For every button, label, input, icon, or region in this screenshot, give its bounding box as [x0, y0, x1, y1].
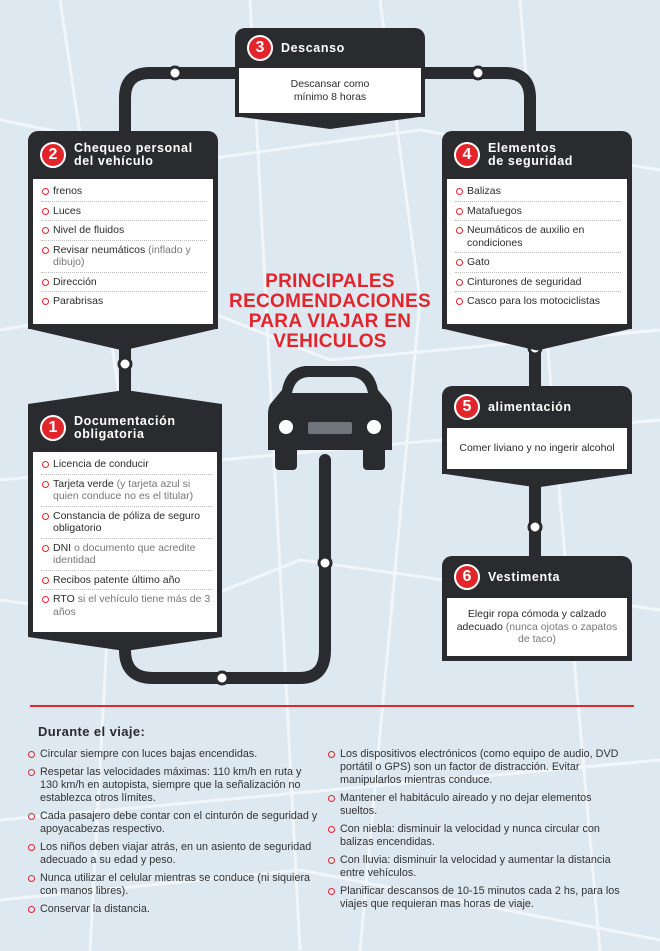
- step-list: [41, 185, 207, 311]
- step-title: Descanso: [281, 40, 345, 55]
- travel-list-left: [28, 748, 318, 921]
- step-title-line: obligatoria: [74, 427, 145, 441]
- list-item: Revisar neumáticos (inflado y dibujo): [41, 244, 207, 273]
- travel-list-right: [328, 748, 628, 916]
- step-title-line: Documentación: [74, 414, 176, 428]
- step-text: Comer liviano y no ingerir alcohol: [459, 442, 615, 454]
- list-item: Licencia de conducir: [41, 458, 211, 475]
- list-item: Dirección: [41, 276, 207, 293]
- list-item: Parabrisas: [41, 295, 207, 311]
- step-title-line: de seguridad: [488, 154, 573, 168]
- step-number: 2: [40, 142, 66, 168]
- list-item: Respetar las velocidades máximas: 110 km/h en ruta y 130 km/h en autopista, siempre que la señalización no establezca otros límites.: [28, 766, 318, 805]
- list-item: Gato: [455, 256, 621, 273]
- step-title-line: Chequeo personal: [74, 141, 193, 155]
- list-item: Nunca utilizar el celular mientras se conduce (ni siquiera con manos libres).: [28, 872, 318, 898]
- step-title: alimentación: [488, 399, 572, 414]
- step-list: [455, 185, 621, 311]
- list-item: Mantener el habitáculo aireado y no dejar elementos sueltos.: [328, 792, 628, 818]
- list-item: Circular siempre con luces bajas encendidas.: [28, 748, 318, 761]
- step-card-elementos: [442, 131, 632, 351]
- list-item: Con niebla: disminuir la velocidad y nunca circular con balizas encendidas.: [328, 823, 628, 849]
- car-icon: [268, 366, 392, 470]
- step-title-line: del vehículo: [74, 154, 154, 168]
- step-number: 4: [454, 142, 480, 168]
- list-item: Constancia de póliza de seguro obligatorio: [41, 510, 211, 539]
- list-item: Nivel de fluidos: [41, 224, 207, 241]
- step-text-sub: (nunca ojotas o zapatos de taco): [505, 620, 618, 645]
- list-item: Los dispositivos electrónicos (como equipo de audio, DVD portátil o GPS) son un factor de distracción. Evitar manipularlos mientras conduce.: [328, 748, 628, 787]
- section-divider: [30, 705, 634, 707]
- step-number: 3: [247, 35, 273, 61]
- list-item: Neumáticos de auxilio en condiciones: [455, 224, 621, 253]
- step-card-descanso: [235, 28, 425, 129]
- step-text: Elegir ropa cómoda y calzado adecuado: [456, 608, 607, 633]
- step-card-alimentacion: [442, 386, 632, 488]
- step-number: 6: [454, 564, 480, 590]
- step-text-line: Descansar como: [290, 78, 370, 90]
- step-title: Vestimenta: [488, 569, 561, 584]
- list-item: Cinturones de seguridad: [455, 276, 621, 293]
- list-item: RTO si el vehículo tiene más de 3 años: [41, 593, 211, 621]
- list-item: Balizas: [455, 185, 621, 202]
- list-item: Con lluvia: disminuir la velocidad y aumentar la distancia entre vehículos.: [328, 854, 628, 880]
- list-item: DNI o documento que acredite identidad: [41, 542, 211, 571]
- list-item: Recibos patente último año: [41, 574, 211, 591]
- list-item: Luces: [41, 205, 207, 222]
- step-list: [41, 458, 211, 621]
- list-item: Tarjeta verde (y tarjeta azul si quien conduce no es el titular): [41, 478, 211, 507]
- step-card-vestimenta: [442, 556, 632, 661]
- list-item: frenos: [41, 185, 207, 202]
- main-title: PRINCIPALES RECOMENDACIONES PARA VIAJAR EN VEHICULOS: [229, 271, 431, 352]
- step-title-line: Elementos: [488, 141, 557, 155]
- list-item: Los niños deben viajar atrás, en un asiento de seguridad adecuado a su edad y peso.: [28, 841, 318, 867]
- step-text-line: mínimo 8 horas: [293, 90, 367, 103]
- travel-section-title: Durante el viaje:: [38, 724, 146, 739]
- list-item: Cada pasajero debe contar con el cinturón de seguridad y apoyacabezas respectivo.: [28, 810, 318, 836]
- list-item: Planificar descansos de 10-15 minutos cada 2 hs, para los viajes que requieran mas horas de viaje.: [328, 885, 628, 911]
- step-card-documentacion: [28, 390, 222, 651]
- step-number: 1: [40, 415, 66, 441]
- step-card-chequeo: [28, 131, 218, 351]
- list-item: Casco para los motociclistas: [455, 295, 621, 311]
- list-item: Matafuegos: [455, 205, 621, 222]
- step-number: 5: [454, 394, 480, 420]
- list-item: Conservar la distancia.: [28, 903, 318, 916]
